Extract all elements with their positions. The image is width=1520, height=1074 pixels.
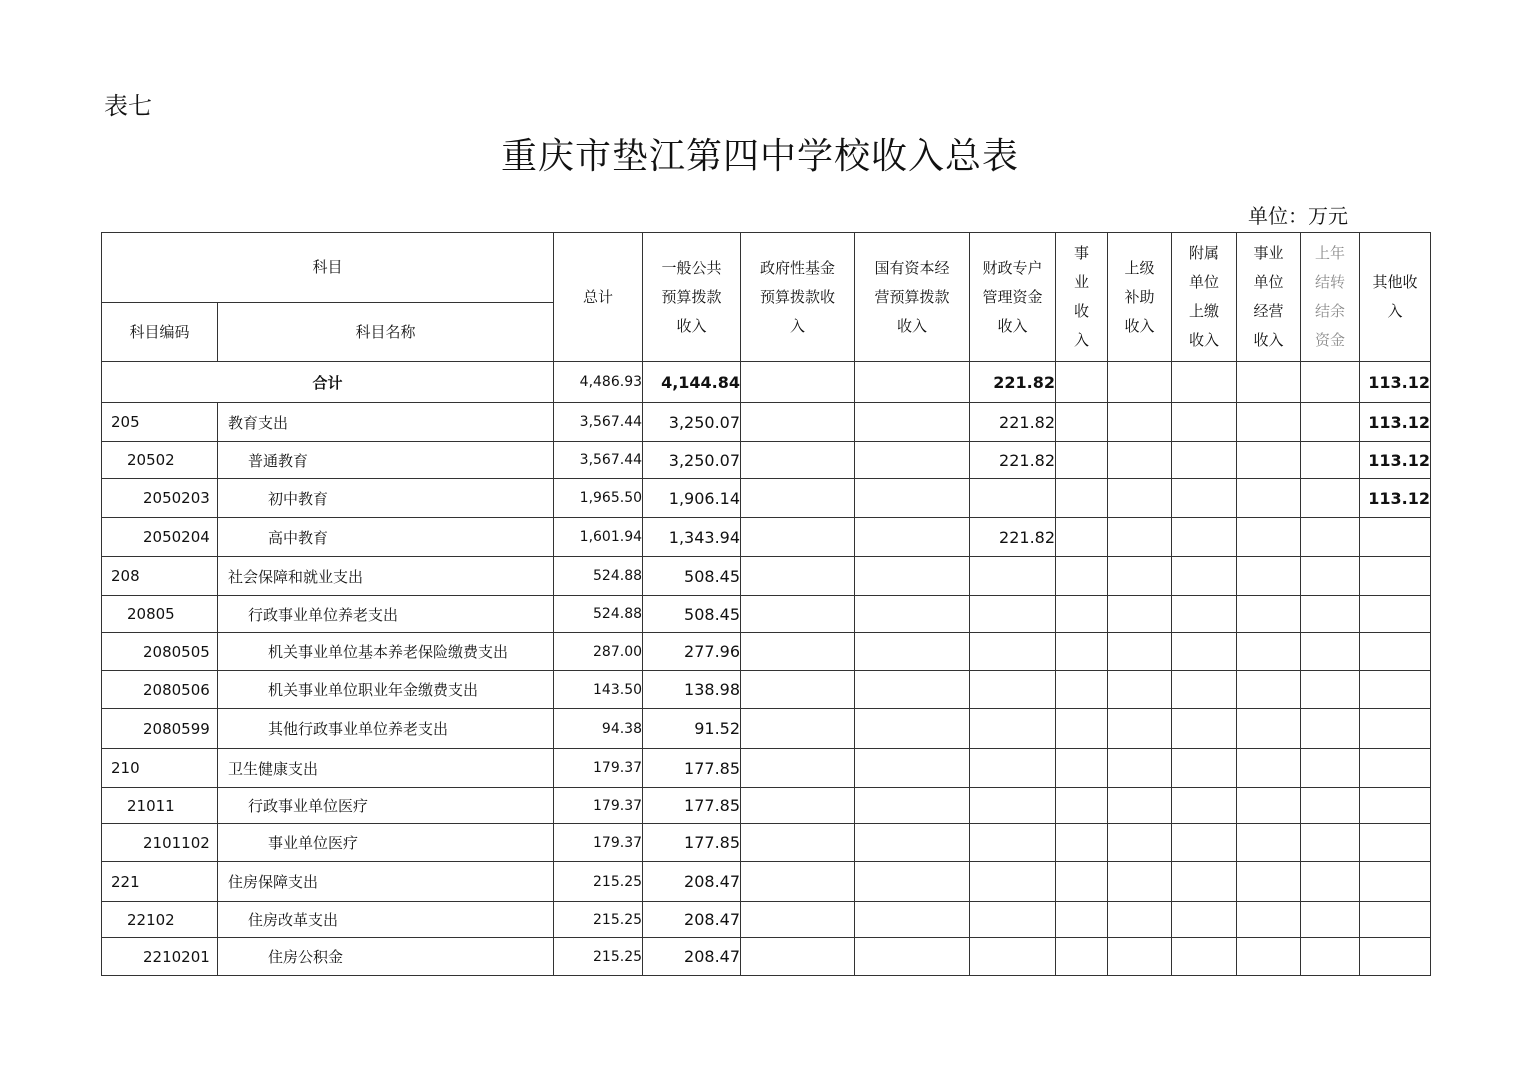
table-row — [102, 633, 1431, 671]
row-total: 215.25 — [554, 938, 643, 976]
table-row — [102, 403, 1431, 442]
table-row — [102, 442, 1431, 479]
row-other: 113.12 — [1360, 442, 1431, 479]
row-code: 20805 — [102, 596, 218, 633]
row-other — [1360, 671, 1431, 709]
row-total: 287.00 — [554, 633, 643, 671]
row-total: 179.37 — [554, 824, 643, 862]
table-row — [102, 557, 1431, 596]
row-general: 177.85 — [643, 788, 741, 824]
row-code: 210 — [102, 749, 218, 788]
row-code: 208 — [102, 557, 218, 596]
row-total: 94.38 — [554, 709, 643, 749]
row-general: 177.85 — [643, 824, 741, 862]
row-name: 机关事业单位职业年金缴费支出 — [218, 671, 554, 709]
row-other — [1360, 518, 1431, 557]
row-name: 教育支出 — [218, 403, 554, 442]
row-special — [970, 633, 1056, 671]
income-summary-table — [101, 232, 1431, 976]
row-other: 113.12 — [1360, 479, 1431, 518]
row-general: 3,250.07 — [643, 403, 741, 442]
row-name: 住房保障支出 — [218, 862, 554, 902]
row-special — [970, 596, 1056, 633]
row-general: 3,250.07 — [643, 442, 741, 479]
row-special — [970, 788, 1056, 824]
row-name: 机关事业单位基本养老保险缴费支出 — [218, 633, 554, 671]
summary-total: 4,486.93 — [554, 362, 643, 403]
row-special — [970, 671, 1056, 709]
summary-other: 113.12 — [1360, 362, 1431, 403]
summary-label: 合计 — [102, 362, 554, 403]
row-other — [1360, 557, 1431, 596]
row-total: 3,567.44 — [554, 403, 643, 442]
summary-row — [102, 362, 1431, 403]
header-affiliate-remit: 附属 单位 上缴 收入 — [1172, 233, 1237, 362]
row-general: 208.47 — [643, 938, 741, 976]
header-operation-income: 事业 单位 经营 收入 — [1237, 233, 1301, 362]
header-subject: 科目 — [102, 233, 554, 303]
row-name: 初中教育 — [218, 479, 554, 518]
row-name: 事业单位医疗 — [218, 824, 554, 862]
header-other-income: 其他收 入 — [1360, 233, 1431, 362]
row-name: 社会保障和就业支出 — [218, 557, 554, 596]
row-other — [1360, 749, 1431, 788]
row-total: 215.25 — [554, 902, 643, 938]
row-total: 179.37 — [554, 788, 643, 824]
row-general: 277.96 — [643, 633, 741, 671]
row-name: 行政事业单位医疗 — [218, 788, 554, 824]
row-code: 2101102 — [102, 824, 218, 862]
row-name: 卫生健康支出 — [218, 749, 554, 788]
row-total: 1,965.50 — [554, 479, 643, 518]
row-total: 179.37 — [554, 749, 643, 788]
table-row — [102, 518, 1431, 557]
row-name: 住房公积金 — [218, 938, 554, 976]
row-total: 524.88 — [554, 596, 643, 633]
table-row — [102, 709, 1431, 749]
row-code: 221 — [102, 862, 218, 902]
row-special — [970, 824, 1056, 862]
row-general: 508.45 — [643, 557, 741, 596]
row-special — [970, 902, 1056, 938]
row-code: 2080599 — [102, 709, 218, 749]
unit-label: 单位：万元 — [1248, 204, 1348, 228]
row-code: 2080506 — [102, 671, 218, 709]
table-row — [102, 938, 1431, 976]
table-row — [102, 824, 1431, 862]
row-name: 住房改革支出 — [218, 902, 554, 938]
table-row — [102, 862, 1431, 902]
row-other — [1360, 709, 1431, 749]
row-code: 20502 — [102, 442, 218, 479]
row-special — [970, 938, 1056, 976]
header-code: 科目编码 — [102, 303, 218, 362]
row-other — [1360, 596, 1431, 633]
row-general: 208.47 — [643, 862, 741, 902]
row-other — [1360, 788, 1431, 824]
table-row — [102, 596, 1431, 633]
row-code: 2080505 — [102, 633, 218, 671]
row-code: 22102 — [102, 902, 218, 938]
row-other — [1360, 938, 1431, 976]
header-special-account: 财政专户 管理资金 收入 — [970, 233, 1056, 362]
row-name: 高中教育 — [218, 518, 554, 557]
row-general: 208.47 — [643, 902, 741, 938]
row-total: 215.25 — [554, 862, 643, 902]
page-title: 重庆市垫江第四中学校收入总表 — [500, 136, 1019, 177]
row-other — [1360, 633, 1431, 671]
row-other: 113.12 — [1360, 403, 1431, 442]
row-general: 1,906.14 — [643, 479, 741, 518]
row-general: 508.45 — [643, 596, 741, 633]
row-total: 1,601.94 — [554, 518, 643, 557]
row-special — [970, 749, 1056, 788]
header-superior-subsidy: 上级 补助 收入 — [1108, 233, 1172, 362]
row-total: 143.50 — [554, 671, 643, 709]
row-name: 普通教育 — [218, 442, 554, 479]
row-special — [970, 479, 1056, 518]
row-other — [1360, 862, 1431, 902]
header-business-income: 事 业 收 入 — [1056, 233, 1108, 362]
row-code: 21011 — [102, 788, 218, 824]
table-row — [102, 902, 1431, 938]
row-general: 91.52 — [643, 709, 741, 749]
table-row — [102, 788, 1431, 824]
row-special — [970, 862, 1056, 902]
row-total: 524.88 — [554, 557, 643, 596]
header-gov-fund: 政府性基金 预算拨款收 入 — [741, 233, 855, 362]
row-general: 177.85 — [643, 749, 741, 788]
row-special: 221.82 — [970, 442, 1056, 479]
table-row — [102, 749, 1431, 788]
header-state-capital: 国有资本经 营预算拨款 收入 — [855, 233, 970, 362]
row-special: 221.82 — [970, 518, 1056, 557]
row-special: 221.82 — [970, 403, 1056, 442]
row-special — [970, 557, 1056, 596]
summary-general: 4,144.84 — [643, 362, 741, 403]
row-other — [1360, 902, 1431, 938]
row-general: 1,343.94 — [643, 518, 741, 557]
summary-special: 221.82 — [970, 362, 1056, 403]
row-name: 其他行政事业单位养老支出 — [218, 709, 554, 749]
table-row — [102, 671, 1431, 709]
row-total: 3,567.44 — [554, 442, 643, 479]
table-row — [102, 479, 1431, 518]
header-general-budget: 一般公共 预算拨款 收入 — [643, 233, 741, 362]
header-total: 总计 — [554, 233, 643, 362]
row-other — [1360, 824, 1431, 862]
row-code: 205 — [102, 403, 218, 442]
row-code: 2050203 — [102, 479, 218, 518]
row-general: 138.98 — [643, 671, 741, 709]
header-name: 科目名称 — [218, 303, 554, 362]
row-special — [970, 709, 1056, 749]
row-name: 行政事业单位养老支出 — [218, 596, 554, 633]
header-carryover: 上年 结转 结余 资金 — [1301, 233, 1360, 362]
row-code: 2210201 — [102, 938, 218, 976]
row-code: 2050204 — [102, 518, 218, 557]
table-number-label: 表七 — [104, 92, 152, 120]
